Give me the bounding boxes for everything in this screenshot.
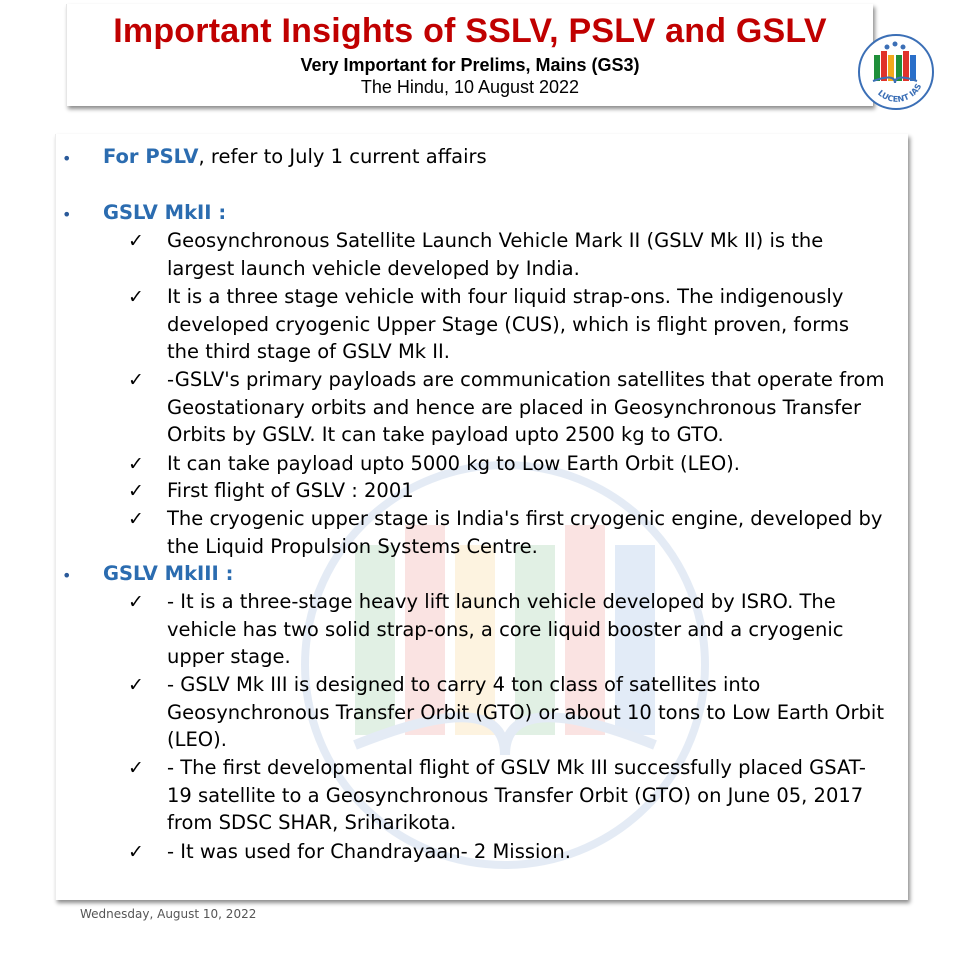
gslv-mk3-heading-line — [103, 561, 233, 587]
check-icon: ✓ — [128, 508, 144, 530]
gslv-mk3-item: - The first developmental flight of GSLV Mk III successfully placed GSAT-19 satellite to a Geosynchronous Transfer Orbit (GTO) on June 05, 2017 from SDSC SHAR, Sriharikota. — [167, 756, 866, 834]
gslv-mk3-heading: GSLV MkIII : — [103, 562, 234, 585]
bullet-marker: • — [62, 566, 72, 585]
check-icon: ✓ — [128, 841, 144, 863]
check-icon: ✓ — [128, 230, 144, 252]
gslv-mk2-item: The cryogenic upper stage is India's first cryogenic engine, developed by the Liquid Propulsion Systems Centre. — [167, 507, 883, 558]
bullet-marker: • — [62, 205, 72, 224]
gslv-mk3-item: - GSLV Mk III is designed to carry 4 ton class of satellites into Geosynchronous Transfer Orbit (GTO) or about 10 tons to Low Earth Orbit (LEO). — [167, 673, 884, 751]
lucent-ias-logo — [857, 33, 935, 111]
page-title: Important Insights of SSLV, PSLV and GSLV — [113, 12, 827, 50]
check-icon: ✓ — [128, 286, 144, 308]
check-icon: ✓ — [128, 453, 144, 475]
source-line: The Hindu, 10 August 2022 — [360, 77, 580, 97]
logo-text: LUCENT IAS — [876, 82, 924, 104]
check-icon: ✓ — [128, 480, 144, 502]
check-icon: ✓ — [128, 757, 144, 779]
gslv-mk2-item: It can take payload upto 5000 kg to Low Earth Orbit (LEO). — [167, 452, 740, 475]
pslv-text: , refer to July 1 current affairs — [198, 145, 487, 168]
gslv-mk2-item: -GSLV's primary payloads are communication satellites that operate from Geostationary orbits and hence are placed in Geosynchronous Transfer Orbits by GSLV. It can take payload upto 2500 kg to GTO. — [167, 368, 885, 446]
pslv-line — [103, 144, 487, 170]
gslv-mk2-item: First flight of GSLV : 2001 — [167, 479, 414, 502]
check-icon: ✓ — [128, 674, 144, 696]
gslv-mk2-heading-line — [103, 200, 226, 226]
page-subtitle: Very Important for Prelims, Mains (GS3) — [300, 55, 640, 75]
gslv-mk2-item: It is a three stage vehicle with four liquid strap-ons. The indigenously developed cryogenic Upper Stage (CUS), which is flight proven, forms the third stage of GSLV Mk II. — [167, 285, 850, 363]
bullet-marker: • — [62, 149, 72, 168]
gslv-mk3-item: - It is a three-stage heavy lift launch vehicle developed by ISRO. The vehicle has two solid strap-ons, a core liquid booster and a cryogenic upper stage. — [167, 590, 844, 668]
pslv-heading: For PSLV — [103, 145, 199, 168]
gslv-mk3-item: - It was used for Chandrayaan- 2 Mission. — [167, 840, 571, 863]
gslv-mk2-heading: GSLV MkII : — [103, 201, 227, 224]
check-icon: ✓ — [128, 591, 144, 613]
title-box — [66, 4, 873, 106]
gslv-mk2-item: Geosynchronous Satellite Launch Vehicle Mark II (GSLV Mk II) is the largest launch vehicle developed by India. — [167, 229, 824, 280]
footer-date: Wednesday, August 10, 2022 — [80, 907, 257, 921]
check-icon: ✓ — [128, 369, 144, 391]
